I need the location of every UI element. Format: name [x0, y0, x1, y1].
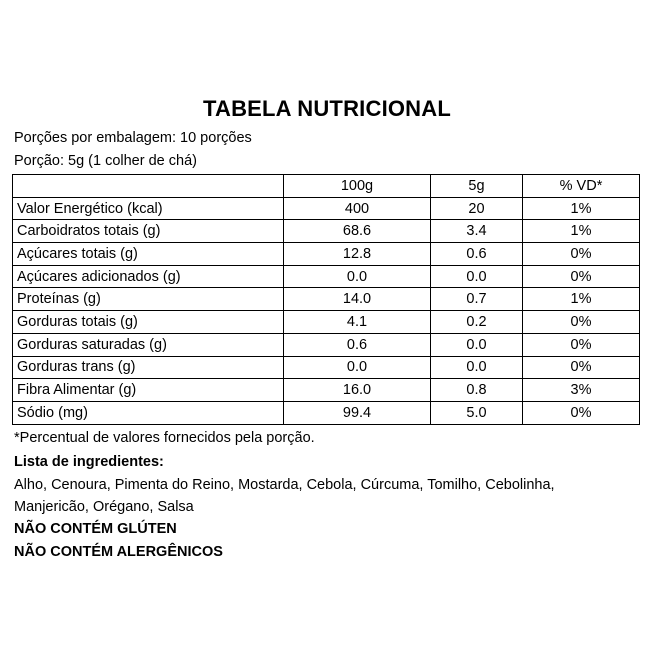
- page-title: TABELA NUTRICIONAL: [202, 96, 452, 121]
- ingredients-heading: Lista de ingredientes:: [14, 454, 164, 470]
- value-vd: 1%: [523, 220, 640, 243]
- value-vd: 0%: [523, 265, 640, 288]
- allergen-claim: NÃO CONTÉM ALERGÊNICOS: [14, 544, 223, 560]
- value-vd: 0%: [523, 356, 640, 379]
- nutrient-name: Proteínas (g): [13, 288, 284, 311]
- table-row: [13, 220, 640, 243]
- value-vd: 0%: [523, 333, 640, 356]
- value-vd: 0%: [523, 243, 640, 266]
- nutrient-name: Gorduras saturadas (g): [13, 333, 284, 356]
- value-5g: 0.7: [431, 288, 523, 311]
- nutrient-name: Valor Energético (kcal): [13, 197, 284, 220]
- value-vd: 3%: [523, 379, 640, 402]
- value-5g: 0.0: [431, 356, 523, 379]
- table-row: [13, 288, 640, 311]
- serving-size: Porção: 5g (1 colher de chá): [14, 153, 197, 169]
- value-100g: 68.6: [284, 220, 431, 243]
- value-5g: 0.0: [431, 333, 523, 356]
- table-row: [13, 333, 640, 356]
- table-header-row: [13, 175, 640, 198]
- table-row: [13, 311, 640, 334]
- nutrient-name: Açúcares adicionados (g): [13, 265, 284, 288]
- table-header-cell: [13, 175, 284, 198]
- nutrient-name: Sódio (mg): [13, 401, 284, 424]
- value-100g: 400: [284, 197, 431, 220]
- value-5g: 20: [431, 197, 523, 220]
- table-header-cell: % VD*: [523, 175, 640, 198]
- value-100g: 12.8: [284, 243, 431, 266]
- nutrition-table: [12, 174, 640, 425]
- value-vd: 0%: [523, 311, 640, 334]
- value-100g: 4.1: [284, 311, 431, 334]
- gluten-claim: NÃO CONTÉM GLÚTEN: [14, 521, 177, 537]
- value-vd: 0%: [523, 401, 640, 424]
- value-100g: 0.6: [284, 333, 431, 356]
- nutrient-name: Carboidratos totais (g): [13, 220, 284, 243]
- value-vd: 1%: [523, 197, 640, 220]
- ingredients-list-line-2: Manjericão, Orégano, Salsa: [14, 499, 194, 515]
- table-row: [13, 265, 640, 288]
- table-header-cell: 5g: [431, 175, 523, 198]
- value-100g: 14.0: [284, 288, 431, 311]
- value-5g: 0.2: [431, 311, 523, 334]
- table-row: [13, 243, 640, 266]
- table-header-cell: 100g: [284, 175, 431, 198]
- value-5g: 0.6: [431, 243, 523, 266]
- value-100g: 0.0: [284, 356, 431, 379]
- value-5g: 0.8: [431, 379, 523, 402]
- nutrient-name: Gorduras trans (g): [13, 356, 284, 379]
- value-100g: 99.4: [284, 401, 431, 424]
- table-footnote: *Percentual de valores fornecidos pela porção.: [14, 430, 315, 446]
- value-5g: 0.0: [431, 265, 523, 288]
- table-row: [13, 197, 640, 220]
- value-5g: 5.0: [431, 401, 523, 424]
- table-row: [13, 401, 640, 424]
- value-vd: 1%: [523, 288, 640, 311]
- ingredients-list-line-1: Alho, Cenoura, Pimenta do Reino, Mostarda, Cebola, Cúrcuma, Tomilho, Cebolinha,: [14, 477, 555, 493]
- value-5g: 3.4: [431, 220, 523, 243]
- nutrient-name: Fibra Alimentar (g): [13, 379, 284, 402]
- table-row: [13, 379, 640, 402]
- table-row: [13, 356, 640, 379]
- servings-per-package: Porções por embalagem: 10 porções: [14, 130, 252, 146]
- nutrient-name: Açúcares totais (g): [13, 243, 284, 266]
- nutrient-name: Gorduras totais (g): [13, 311, 284, 334]
- value-100g: 0.0: [284, 265, 431, 288]
- value-100g: 16.0: [284, 379, 431, 402]
